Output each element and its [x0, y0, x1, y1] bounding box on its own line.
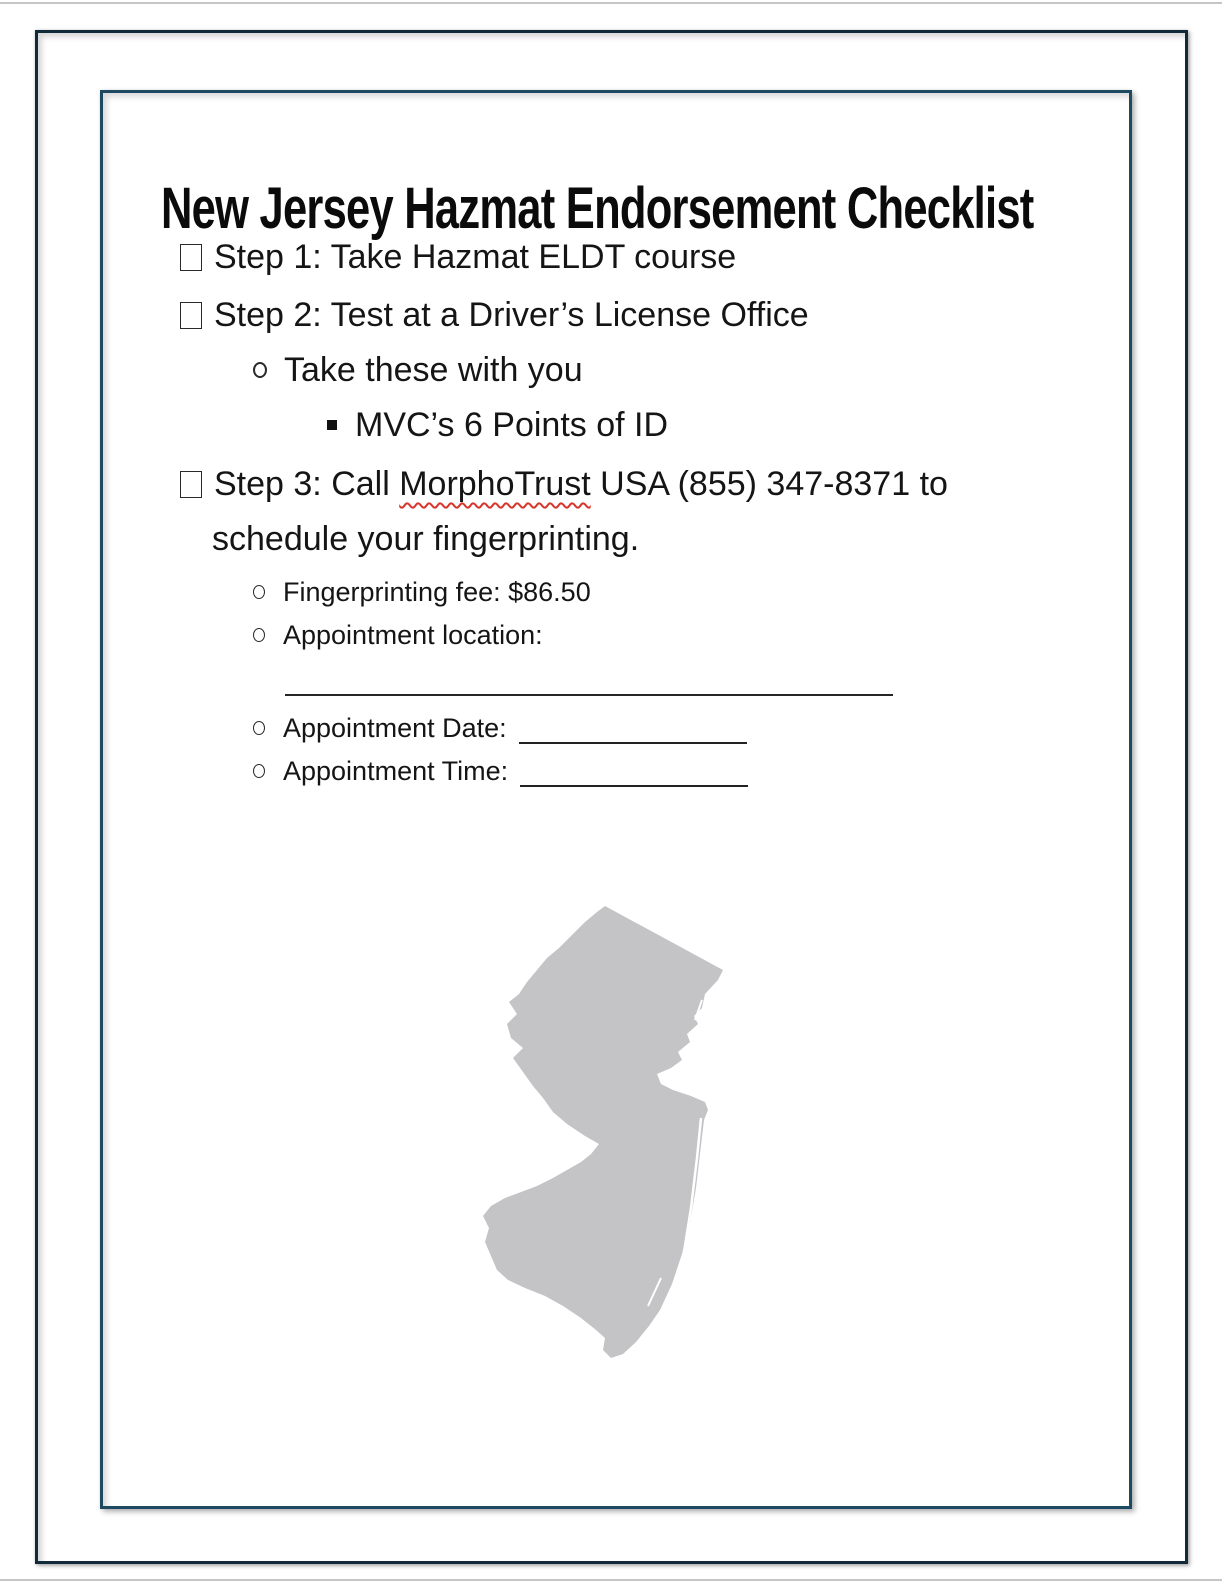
location-write-in-line[interactable]: [285, 660, 893, 696]
circle-bullet-icon: [253, 628, 265, 642]
checklist-item-step2: [180, 294, 809, 336]
circle-bullet-icon: [253, 585, 265, 599]
step2-sub-sub-bullet: [327, 404, 668, 446]
step2-label: Step 2: Test at a Driver’s License Office: [214, 296, 809, 334]
square-bullet-icon: [327, 420, 337, 430]
location-label: Appointment location:: [283, 620, 543, 650]
page-title-text: New Jersey Hazmat Endorsement Checklist: [161, 175, 1034, 241]
page-title: [161, 175, 1222, 241]
location-bullet: [253, 617, 543, 653]
step3-continuation-line: [212, 518, 639, 560]
step3-label: Step 3: Call MorphoTrust USA (855) 347-8371 to: [214, 465, 948, 503]
new-jersey-map-image: [453, 905, 730, 1360]
new-jersey-silhouette: [483, 906, 723, 1358]
fee-bullet: [253, 574, 591, 610]
fee-label: Fingerprinting fee: $86.50: [283, 577, 591, 607]
step2-sub-bullet: [253, 349, 583, 391]
step2-sub-label: Take these with you: [284, 351, 583, 389]
time-bullet: [253, 753, 748, 789]
step1-label: Step 1: Take Hazmat ELDT course: [214, 238, 737, 276]
circle-bullet-icon: [253, 721, 265, 735]
checklist-item-step1: [180, 236, 736, 278]
circle-bullet-icon: [253, 362, 267, 378]
step3-line2-label: schedule your fingerprinting.: [212, 520, 640, 558]
date-label: Appointment Date:: [283, 713, 507, 743]
date-bullet: [253, 710, 747, 746]
date-write-in-line[interactable]: [519, 710, 747, 744]
misspelled-word: MorphoTrust: [399, 465, 591, 503]
checkbox-step2[interactable]: [180, 302, 202, 329]
mvc-points-label: MVC’s 6 Points of ID: [355, 406, 669, 444]
checkbox-step3[interactable]: [180, 471, 202, 498]
page-bottom-edge: [0, 1579, 1222, 1581]
checkbox-step1[interactable]: [180, 244, 202, 271]
page-top-edge: [0, 2, 1222, 4]
time-write-in-line[interactable]: [520, 753, 748, 787]
time-label: Appointment Time:: [283, 756, 509, 786]
checklist-item-step3: [180, 463, 948, 505]
circle-bullet-icon: [253, 764, 265, 778]
